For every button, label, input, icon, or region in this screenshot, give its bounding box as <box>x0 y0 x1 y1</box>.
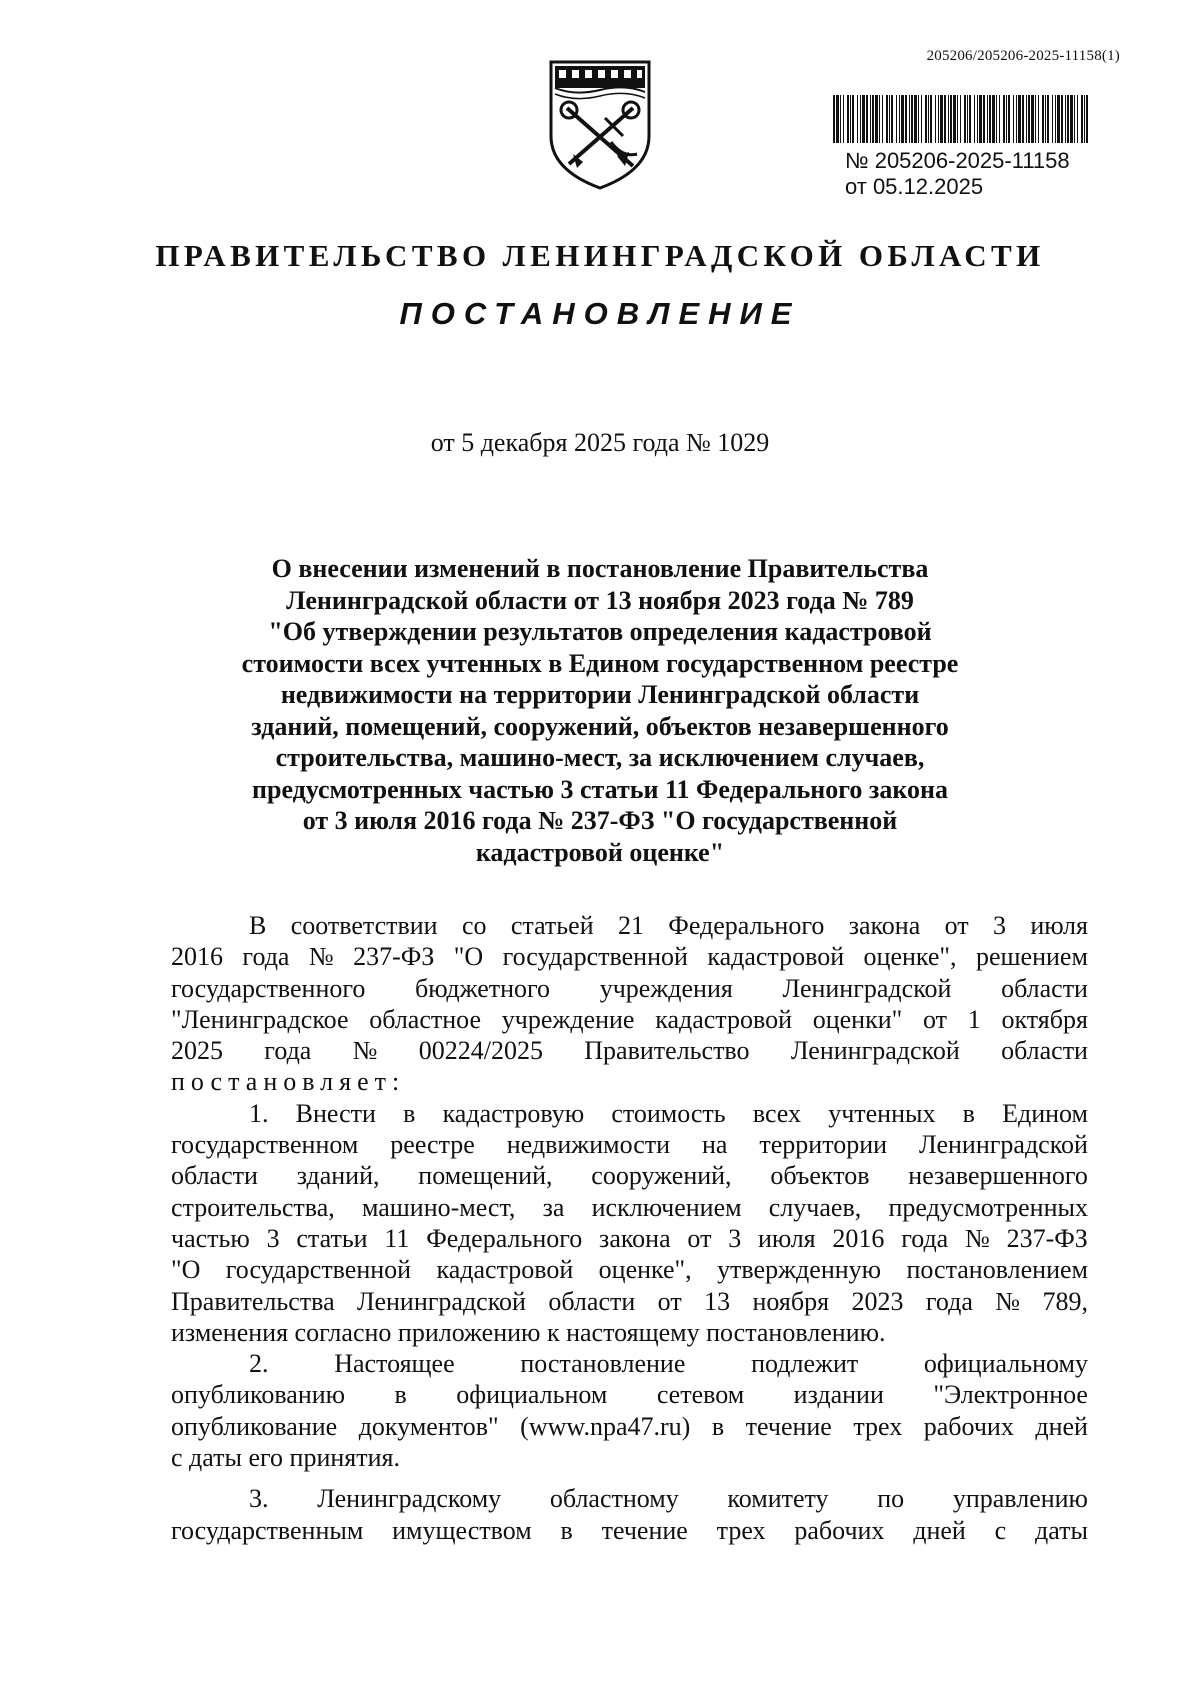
word: имуществом <box>392 1515 532 1545</box>
word: территории <box>759 1130 888 1160</box>
barcode-bar <box>1038 95 1039 143</box>
item-line <box>171 1254 1088 1285</box>
word: государственной <box>502 942 688 972</box>
word: 1 <box>967 1004 981 1034</box>
barcode-bar <box>1042 95 1044 143</box>
barcode-bar <box>901 95 904 143</box>
word: государственным <box>171 1515 364 1545</box>
registration-date: от 05.12.2025 <box>845 174 984 199</box>
item-line <box>171 1483 1088 1514</box>
barcode-bar <box>953 95 956 143</box>
barcode-bar <box>987 95 988 143</box>
barcode-bar <box>1070 95 1073 143</box>
word: Ленинградской <box>919 1130 1088 1160</box>
registration-number: № 205206-2025-11158 <box>845 148 1070 173</box>
word: "О <box>453 942 484 972</box>
resolves-word: постановляет: <box>171 1067 406 1097</box>
word: опубликованию <box>171 1380 346 1410</box>
registration-block <box>845 148 1070 200</box>
barcode-bar <box>1067 95 1069 143</box>
word: в <box>711 1411 725 1441</box>
word: даты <box>1035 1515 1088 1545</box>
barcode-bar <box>1061 95 1063 143</box>
word: 237-ФЗ <box>1006 1223 1088 1253</box>
item-line <box>171 1515 1088 1546</box>
subject-line: недвижимости на территории Ленинградской области <box>280 680 920 709</box>
word: соответствии <box>290 911 438 940</box>
barcode-bar <box>872 95 874 143</box>
word: 2016 <box>171 942 223 972</box>
word: 11 <box>384 1223 410 1253</box>
word: учреждение <box>501 1004 635 1034</box>
decree-subject <box>200 553 1000 868</box>
word: случаев, <box>768 1192 862 1222</box>
barcode-bar <box>870 95 871 143</box>
word: кадастровую <box>442 1098 585 1128</box>
word: документов" <box>358 1411 499 1441</box>
barcode-bar <box>967 95 968 143</box>
item-line: с даты его принятия. <box>171 1443 400 1473</box>
item-line: изменения согласно приложению к настоящему постановлению. <box>171 1317 886 1347</box>
subject-line: стоимости всех учтенных в Едином государственном реестре <box>241 648 959 678</box>
subject-line: кадастровой оценке" <box>475 837 725 867</box>
subject-line: О внесении изменений в постановление Правительства <box>271 554 929 583</box>
item-line <box>171 1160 1088 1191</box>
word: дней <box>913 1515 966 1545</box>
barcode-bar <box>944 95 946 143</box>
word: всех <box>752 1098 802 1128</box>
barcode-bar <box>1074 95 1075 143</box>
barcode-bar <box>1016 95 1017 143</box>
word: июля <box>1030 911 1088 940</box>
word: ноября <box>752 1286 830 1316</box>
word: исключением <box>591 1192 742 1222</box>
word: года <box>242 942 290 972</box>
barcode-bar <box>1013 95 1014 143</box>
word: 237-ФЗ <box>353 942 435 972</box>
barcode-bar <box>1026 95 1027 143</box>
barcode-bar <box>1028 95 1030 143</box>
barcode-bar <box>1065 95 1066 143</box>
word: Федерального <box>668 911 825 940</box>
word: 13 <box>704 1286 731 1316</box>
item-line <box>171 1379 1088 1410</box>
barcode-bar <box>977 95 978 143</box>
word: официальном <box>456 1380 608 1410</box>
word: года <box>925 1286 973 1316</box>
word: Ленинградскому <box>317 1484 502 1514</box>
word: реестре <box>390 1130 475 1160</box>
word: оценки" <box>812 1004 903 1034</box>
word: от <box>687 1223 712 1253</box>
document-type-title: ПОСТАНОВЛЕНИЕ <box>399 296 801 331</box>
word: октября <box>1001 1004 1088 1034</box>
subject-line: предусмотренных частью 3 статьи 11 Федерального закона <box>252 774 948 804</box>
word: 2023 <box>851 1286 904 1316</box>
barcode-bar <box>882 95 883 143</box>
word: официальному <box>923 1349 1088 1379</box>
barcode-bar <box>974 95 975 143</box>
barcode-bar <box>1047 95 1049 143</box>
word: по <box>877 1484 905 1514</box>
barcode-bar <box>989 95 991 143</box>
barcode-bar <box>909 95 910 143</box>
barcode-bar <box>1035 95 1036 143</box>
barcode-bar <box>860 95 861 143</box>
word: бюджетного <box>415 973 551 1003</box>
word: предусмотренных <box>888 1192 1088 1222</box>
item-line <box>171 1129 1088 1160</box>
word: от <box>922 1004 948 1034</box>
word: решением <box>975 942 1088 972</box>
barcode-bar <box>999 95 1000 143</box>
item-line <box>171 1348 1088 1379</box>
word: от <box>944 911 969 940</box>
word: машино-мест, <box>361 1192 516 1222</box>
word: Федерального <box>426 1223 583 1253</box>
barcode-bar <box>1081 95 1083 143</box>
word: Настоящее <box>334 1349 455 1379</box>
preamble-line <box>171 973 1088 1004</box>
word: рабочих <box>794 1515 885 1545</box>
word: "О <box>171 1255 201 1285</box>
word: опубликование <box>171 1411 338 1441</box>
word: стоимость <box>611 1098 726 1128</box>
word: Внести <box>295 1098 376 1128</box>
word: трех <box>716 1515 766 1545</box>
barcode-bar <box>891 95 893 143</box>
word: в <box>560 1515 573 1545</box>
word: № <box>965 1223 990 1253</box>
item-line <box>171 1286 1088 1317</box>
word: учтенных <box>828 1098 936 1128</box>
word: 2. <box>249 1349 269 1379</box>
word: закона <box>599 1223 671 1253</box>
word: комитету <box>727 1484 829 1514</box>
barcode-bar <box>996 95 997 143</box>
word: помещений, <box>418 1161 553 1191</box>
barcode-bar <box>930 95 932 143</box>
word: № <box>995 1286 1021 1316</box>
word: управлению <box>952 1484 1088 1514</box>
barcode-bar <box>1031 95 1034 143</box>
barcode-bar <box>866 95 868 143</box>
barcode-bar <box>940 95 943 143</box>
barcode-bar <box>1022 95 1024 143</box>
government-title: ПРАВИТЕЛЬСТВО ЛЕНИНГРАДСКОЙ ОБЛАСТИ <box>155 238 1045 273</box>
barcode-bar <box>964 95 966 143</box>
word: года <box>901 1223 949 1253</box>
word: 789, <box>1042 1286 1088 1316</box>
word: постановлением <box>906 1255 1088 1285</box>
word: Ленинградской <box>790 1036 960 1066</box>
word: статьи <box>296 1223 368 1253</box>
word: объектов <box>770 1161 870 1191</box>
word: 1. <box>249 1098 269 1128</box>
barcode-bar <box>889 95 890 143</box>
barcode-bar <box>1077 95 1078 143</box>
word: Ленинградской <box>782 973 952 1003</box>
barcode-bar <box>879 95 880 143</box>
barcode-bar <box>875 95 878 143</box>
barcode-bar <box>886 95 888 143</box>
barcode-bar <box>850 95 851 143</box>
barcode-bar <box>847 95 849 143</box>
word: государственной <box>225 1255 412 1285</box>
word: области <box>1001 1036 1088 1066</box>
preamble-line <box>171 941 1088 972</box>
preamble-line <box>171 1035 1088 1066</box>
word: 3. <box>249 1484 269 1514</box>
word: течение <box>745 1411 832 1441</box>
word: 3 <box>266 1223 280 1253</box>
word: 3 <box>728 1223 742 1253</box>
barcode-bar <box>1008 95 1010 143</box>
item-line <box>171 1192 1088 1223</box>
barcode-bar <box>935 95 936 143</box>
paragraph-gap <box>171 1473 1088 1483</box>
word: утвержденную <box>717 1255 882 1285</box>
barcode-bar <box>1084 95 1085 143</box>
barcode-bar <box>928 95 929 143</box>
barcode-bar <box>1045 95 1046 143</box>
barcode-bar <box>852 95 854 143</box>
subject-line: "Об утверждении результатов определения кадастровой <box>268 617 932 646</box>
word: со <box>461 911 487 940</box>
word: от <box>657 1286 682 1316</box>
word: государственном <box>171 1130 359 1160</box>
word: в <box>962 1098 975 1128</box>
barcode-bar <box>1052 95 1053 143</box>
barcode-bar <box>1057 95 1060 143</box>
subject-line: Ленинградской области от 13 ноября 2023 года № 789 <box>286 585 914 615</box>
word: года <box>264 1036 312 1066</box>
barcode-bar <box>1055 95 1056 143</box>
word: № <box>308 942 334 972</box>
word: строительства, <box>171 1192 335 1222</box>
word: оценке", <box>863 942 957 972</box>
barcode-bar <box>1018 95 1021 143</box>
barcode-bar <box>979 95 982 143</box>
barcode-bar <box>1003 95 1005 143</box>
word: областное <box>369 1004 482 1034</box>
barcode-bar <box>1006 95 1007 143</box>
word: области <box>171 1161 258 1191</box>
barcode-bar <box>899 95 900 143</box>
barcode-icon <box>833 95 1093 143</box>
barcode-bar <box>921 95 922 143</box>
word: Ленинградской <box>357 1286 526 1316</box>
barcode-bar <box>992 95 995 143</box>
word: сооружений, <box>591 1161 732 1191</box>
coat-of-arms-icon <box>545 58 655 193</box>
word: области <box>1001 973 1088 1003</box>
word: В <box>249 911 267 940</box>
barcode-bar <box>1086 95 1088 143</box>
word: кадастровой <box>707 942 845 972</box>
barcode-bar <box>911 95 913 143</box>
document-reference: 205206/205206-2025-11158(1) <box>926 48 1120 64</box>
barcode-bar <box>896 95 897 143</box>
word: № <box>352 1036 378 1066</box>
barcode-bar <box>833 95 835 143</box>
word: за <box>542 1192 565 1222</box>
word: кадастровой <box>436 1255 574 1285</box>
word: 21 <box>617 911 644 940</box>
barcode-bar <box>843 95 844 143</box>
word: кадастровой <box>655 1004 792 1034</box>
item-line <box>171 1411 1088 1442</box>
word: Едином <box>1002 1098 1088 1128</box>
word: 3 <box>992 911 1006 940</box>
barcode-bar <box>857 95 858 143</box>
word: дней <box>1035 1411 1088 1441</box>
word: постановление <box>520 1349 686 1379</box>
word: (www.npa47.ru) <box>520 1411 691 1441</box>
word: на <box>702 1130 728 1160</box>
word: учреждения <box>599 973 733 1003</box>
subject-line: строительства, машино-мест, за исключением случаев, <box>275 743 925 772</box>
word: закона <box>848 911 921 940</box>
word: оценке", <box>598 1255 692 1285</box>
subject-line: зданий, помещений, сооружений, объектов незавершенного <box>251 711 949 741</box>
subject-line: от 3 июля 2016 года № 237-ФЗ "О государственной <box>302 806 898 835</box>
barcode-bar <box>950 95 952 143</box>
word: Правительства <box>171 1286 335 1316</box>
word: течение <box>601 1515 688 1545</box>
barcode-bar <box>969 95 971 143</box>
item-line <box>171 1098 1088 1129</box>
barcode-bar <box>914 95 917 143</box>
word: "Ленинградское <box>171 1004 349 1034</box>
barcode-bar <box>983 95 985 143</box>
word: зданий, <box>296 1161 380 1191</box>
word: июля <box>758 1223 816 1253</box>
barcode-bar <box>905 95 907 143</box>
document-body <box>171 910 1088 1546</box>
item-line <box>171 1223 1088 1254</box>
word: 2025 <box>171 1036 223 1066</box>
barcode-bar <box>836 95 839 143</box>
decree-date-number: от 5 декабря 2025 года № 1029 <box>430 428 770 457</box>
barcode-bar <box>938 95 939 143</box>
word: с <box>994 1515 1007 1545</box>
barcode-bar <box>918 95 919 143</box>
word: сетевом <box>656 1380 745 1410</box>
barcode-bar <box>862 95 865 143</box>
word: трех <box>853 1411 903 1441</box>
barcode-bar <box>957 95 958 143</box>
word: 00224/2025 <box>418 1036 543 1066</box>
word: "Электронное <box>933 1380 1088 1410</box>
barcode-bar <box>925 95 927 143</box>
word: областному <box>549 1484 679 1514</box>
barcode-bar <box>960 95 961 143</box>
word: недвижимости <box>506 1130 671 1160</box>
word: рабочих <box>923 1411 1014 1441</box>
word: незавершенного <box>908 1161 1088 1191</box>
word: области <box>548 1286 636 1316</box>
barcode-bar <box>948 95 949 143</box>
word: статьей <box>510 911 594 940</box>
word: 2016 <box>832 1223 885 1253</box>
word: в <box>394 1380 407 1410</box>
preamble-line <box>171 1004 1088 1035</box>
barcode-bar <box>840 95 841 143</box>
word: частью <box>171 1223 250 1253</box>
word: в <box>403 1098 416 1128</box>
preamble-line <box>171 910 1088 941</box>
word: подлежит <box>751 1349 859 1379</box>
word: Правительство <box>584 1036 750 1066</box>
word: издании <box>793 1380 884 1410</box>
word: государственного <box>171 973 366 1003</box>
